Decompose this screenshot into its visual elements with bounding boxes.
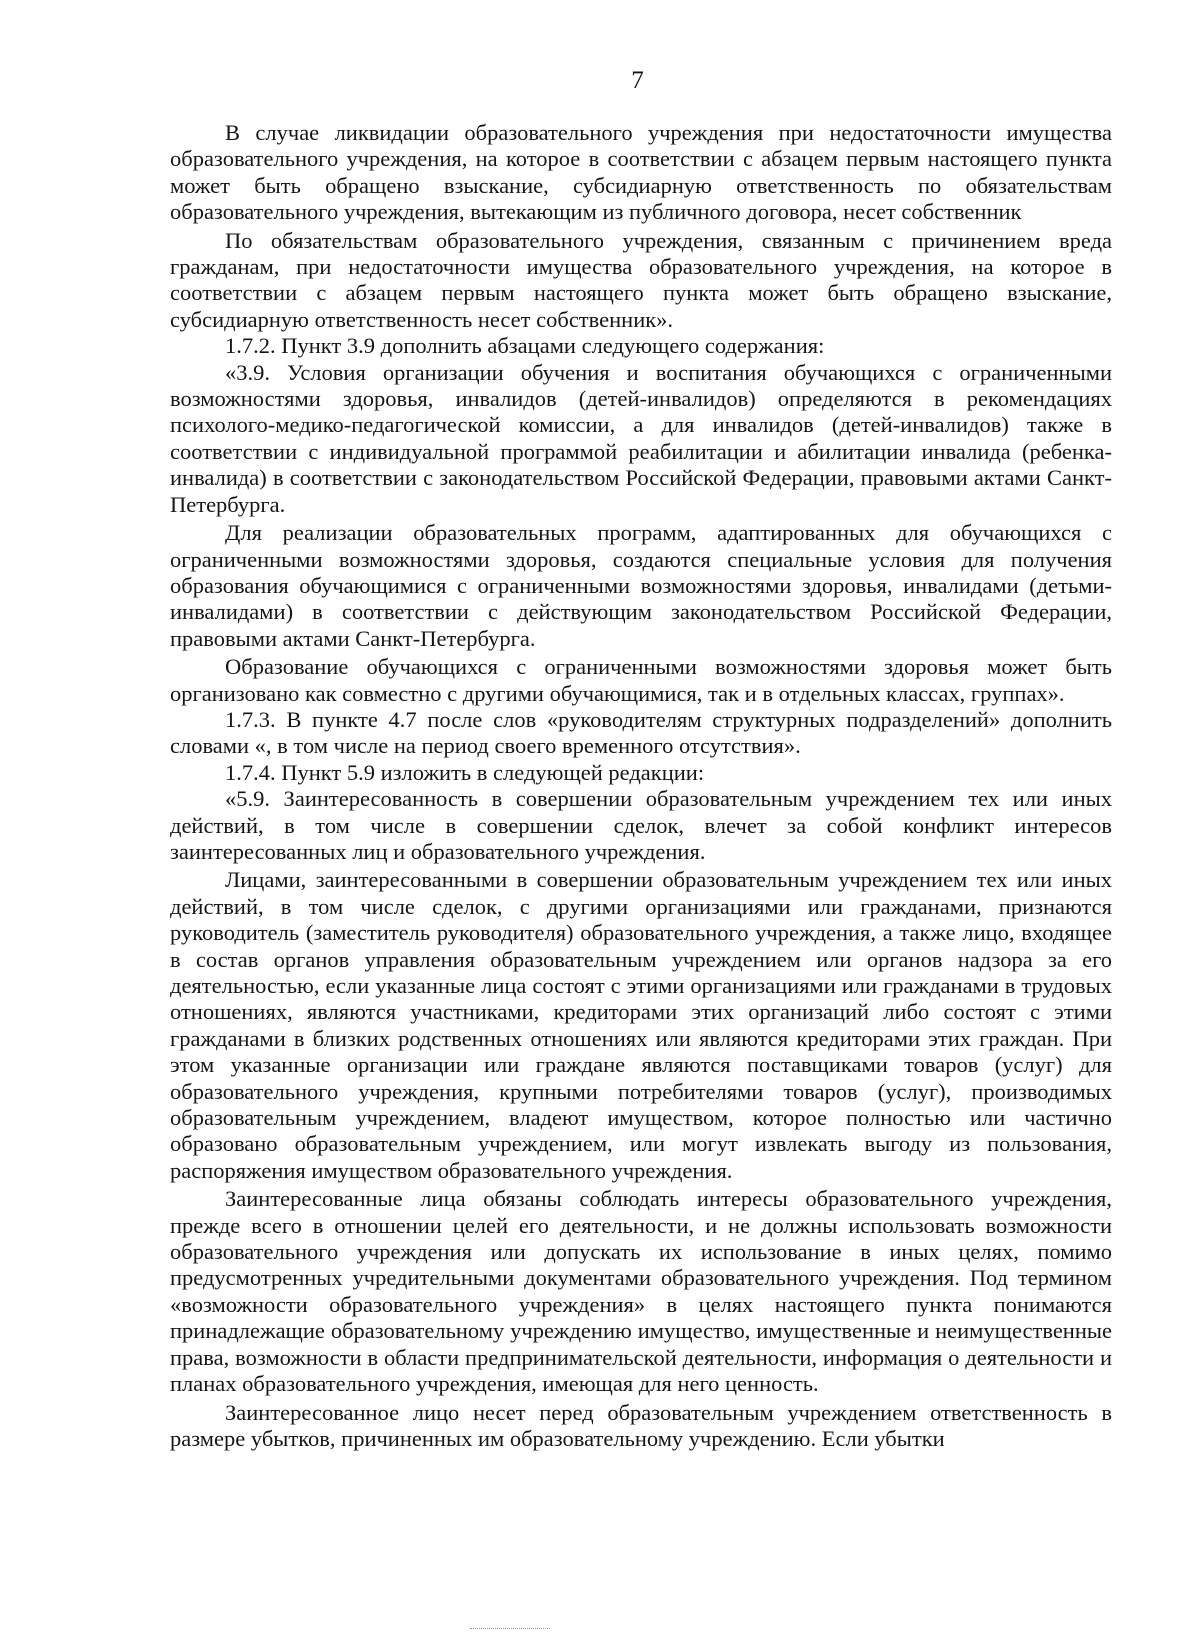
paragraph: «3.9. Условия организации обучения и воспитания обучающихся с ограниченными возможностями здоровья, инвалидов (детей-инвалидов) определяются в рекомендациях психолого-медико-педагогической комиссии, а для инвалидов (детей-инвалидов) также в соответствии с индивидуальной программой реабилитации и абилитации инвалида (ребенка-инвалида) в соответствии с законодательством Российской Федерации, правовыми актами Санкт-Петербурга. [170, 359, 1112, 517]
paragraph: Заинтересованные лица обязаны соблюдать интересы образовательного учреждения, прежде всего в отношении целей его деятельности, и не должны использовать возможности образовательного учреждения или допускать их использование в иных целях, помимо предусмотренных учредительными документами образовательного учреждения. Под термином «возможности образовательного учреждения» в целях настоящего пункта понимаются принадлежащие образовательному учреждению имущество, имущественные и неимущественные права, возможности в области предпринимательской деятельности, информация о деятельности и планах образовательного учреждения, имеющая для него ценность. [170, 1186, 1112, 1397]
page-number: 7 [631, 67, 644, 94]
scan-artifact-divider [470, 1628, 550, 1630]
paragraph: 1.7.4. Пункт 5.9 изложить в следующей редакции: [225, 759, 705, 785]
paragraph: «5.9. Заинтересованность в совершении образовательным учреждением тех или иных действий, в том числе в совершении сделок, влечет за собой конфликт интересов заинтересованных лиц и образовательного учреждения. [170, 786, 1112, 864]
paragraph: Для реализации образовательных программ, адаптированных для обучающихся с ограниченными возможностями здоровья, создаются специальные условия для получения образования обучающимися с ограниченными возможностями здоровья, инвалидами (детьми-инвалидами) в соответствии с действующим законодательством Российской Федерации, правовыми актами Санкт-Петербурга. [170, 520, 1112, 651]
paragraph: По обязательствам образовательного учреждения, связанным с причинением вреда гражданам, при недостаточности имущества образовательного учреждения, на которое в соответствии с абзацем первым настоящего пункта может быть обращено взыскание, субсидиарную ответственность несет собственник». [170, 227, 1112, 332]
paragraph: В случае ликвидации образовательного учреждения при недостаточности имущества образовательного учреждения, на которое в соответствии с абзацем первым настоящего пункта может быть обращено взыскание, субсидиарную ответственность по обязательствам образовательного учреждения, вытекающим из публичного договора, несет собственник [170, 120, 1112, 225]
paragraph: Лицами, заинтересованными в совершении образовательным учреждением тех или иных действий, в том числе сделок, с другими организациями или гражданами, признаются руководитель (заместитель руководителя) образовательного учреждения, а также лицо, входящее в состав органов управления образовательным учреждением или органов надзора за его деятельностью, если указанные лица состоят с этими организациями или гражданами в трудовых отношениях, являются участниками, кредиторами этих организаций либо состоят с этими гражданами в близких родственных отношениях или являются кредиторами этих граждан. При этом указанные организации или граждане являются поставщиками товаров (услуг) для образовательного учреждения, крупными потребителями товаров (услуг), производимых образовательным учреждением, владеют имуществом, которое полностью или частично образовано образовательным учреждением, или могут извлекать выгоду из пользования, распоряжения имуществом образовательного учреждения. [170, 867, 1112, 1183]
paragraph: 1.7.3. В пункте 4.7 после слов «руководителям структурных подразделений» дополнить словами «, в том числе на период своего временного отсутствия». [170, 706, 1112, 759]
paragraph: Заинтересованное лицо несет перед образовательным учреждением ответственность в размере убытков, причиненных им образовательному учреждению. Если убытки [170, 1399, 1112, 1451]
paragraph: 1.7.2. Пункт 3.9 дополнить абзацами следующего содержания: [225, 333, 825, 359]
document-body [170, 120, 1112, 1452]
paragraph: Образование обучающихся с ограниченными возможностями здоровья может быть организовано как совместно с другими обучающимися, так и в отдельных классах, группах». [170, 654, 1112, 706]
